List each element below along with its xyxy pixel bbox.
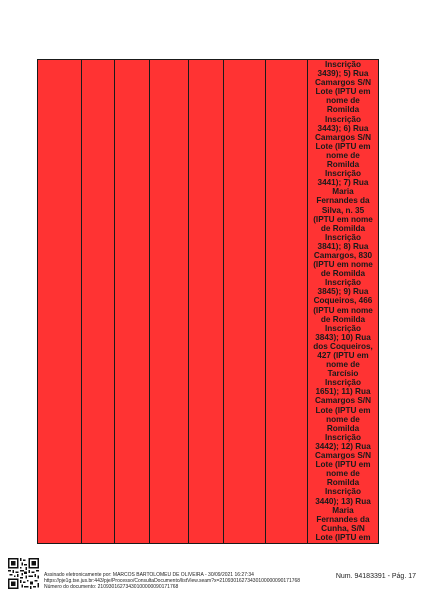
page-number: Num. 94183391 - Pág. 17 xyxy=(335,573,416,580)
property-list-text: Inscrição 3439); 5) Rua Camargos S/N Lote (IPTU em nome de Romilda Inscrição 3443); 6) Rua Camargos S/N Lote (IPTU em nome de Romilda Inscrição 3441); 7) Rua Maria Fernandes da Silva, n. 35 (IPTU em nome de Romilda Inscrição 3841); 8) Rua Camargos, 830 (IPTU em nome de Romilda Inscrição 3845); 9) Rua Coqueiros, 466 (IPTU em nome de Romilda Inscrição 3843); 10) Rua dos Coqueiros, 427 (IPTU em nome de Tarcísio Inscrição 1651); 11) Rua Camargos S/N Lote (IPTU em nome de Romilda Inscrição 3442); 12) Rua Camargos S/N Lote (IPTU em nome de Romilda Inscrição 3440); 13) Rua Maria Fernandes da Cunha, S/N Lote (IPTU em xyxy=(313,60,373,542)
redacted-cell-6 xyxy=(224,60,266,544)
redacted-cell-2 xyxy=(82,60,115,544)
text-cell xyxy=(308,60,379,544)
document-url: https://pje1g.tse.jus.br:443/pje/Processo/ConsultaDocumento/listView.seam?x=21093016273430100000090171768 xyxy=(44,578,301,584)
document-footer xyxy=(0,558,424,600)
redacted-cell-3 xyxy=(115,60,150,544)
table-row xyxy=(38,60,379,544)
redacted-cell-1 xyxy=(38,60,82,544)
red-redaction-table xyxy=(37,59,379,544)
document-number: Número do documento: 21093016273430100000090171768 xyxy=(44,584,179,590)
redacted-cell-5 xyxy=(189,60,224,544)
signature-line: Assinado eletronicamente por: MARCOS BARTOLOMEU DE OLIVEIRA - 30/09/2021 16:27:34 xyxy=(44,572,254,578)
redacted-cell-4 xyxy=(150,60,189,544)
redacted-cell-7 xyxy=(266,60,308,544)
qr-code-icon xyxy=(8,558,39,589)
